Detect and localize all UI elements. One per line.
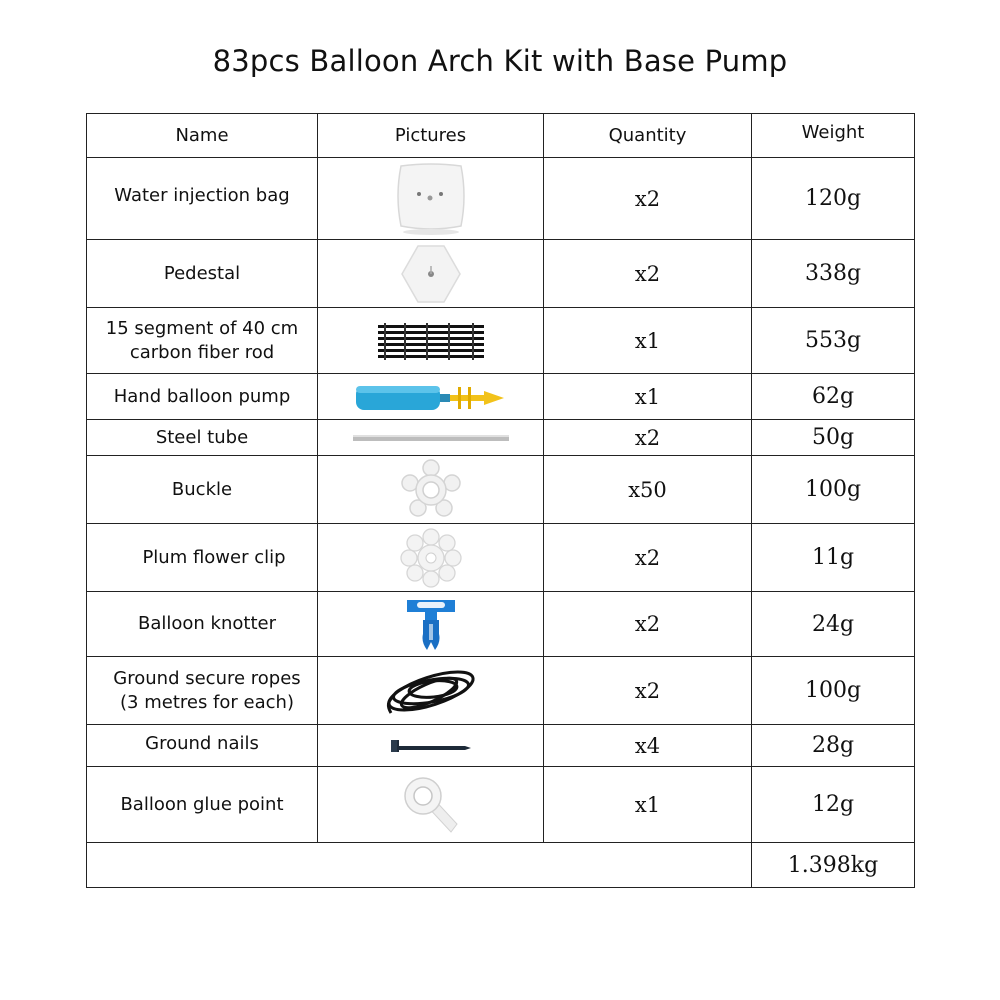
item-name: Steel tube xyxy=(87,420,318,456)
item-name: Plum flower clip xyxy=(87,524,318,592)
table-row xyxy=(87,374,915,420)
total-weight: 1.398kg xyxy=(752,843,915,888)
total-row xyxy=(87,843,915,888)
item-weight: 11g xyxy=(752,524,915,592)
item-weight: 28g xyxy=(752,725,915,767)
item-picture-cell xyxy=(318,767,544,843)
table-row xyxy=(87,240,915,308)
steel-tube-image xyxy=(351,432,511,444)
item-weight: 338g xyxy=(752,240,915,308)
item-name-line-2: (3 metres for each) xyxy=(120,691,294,713)
item-name xyxy=(87,657,318,725)
item-quantity: x2 xyxy=(544,420,752,456)
item-name: Balloon knotter xyxy=(87,592,318,657)
item-picture-cell xyxy=(318,524,544,592)
plum-flower-clip-image xyxy=(399,527,463,589)
glue-point-tape-image xyxy=(401,774,461,836)
item-name: Buckle xyxy=(87,456,318,524)
table-row xyxy=(87,456,915,524)
ropes-image xyxy=(381,663,481,719)
item-name-line-2: carbon fiber rod xyxy=(129,341,275,363)
hand-pump-image xyxy=(354,381,508,413)
table-row xyxy=(87,158,915,240)
item-weight: 100g xyxy=(752,456,915,524)
item-picture-cell xyxy=(318,725,544,767)
column-header-name: Name xyxy=(87,114,318,158)
item-name: Hand balloon pump xyxy=(87,374,318,420)
item-picture-cell xyxy=(318,592,544,657)
header-row xyxy=(87,114,915,158)
item-weight: 24g xyxy=(752,592,915,657)
item-picture-cell xyxy=(318,308,544,374)
item-picture-cell xyxy=(318,374,544,420)
item-picture-cell xyxy=(318,240,544,308)
table-row xyxy=(87,725,915,767)
item-quantity: x4 xyxy=(544,725,752,767)
item-quantity: x50 xyxy=(544,456,752,524)
item-quantity: x2 xyxy=(544,592,752,657)
carbon-fiber-rod-image xyxy=(376,321,486,361)
table-row xyxy=(87,657,915,725)
page-title: 83pcs Balloon Arch Kit with Base Pump xyxy=(212,44,788,78)
item-quantity: x2 xyxy=(544,657,752,725)
item-quantity: x1 xyxy=(544,308,752,374)
pedestal-image xyxy=(396,242,466,306)
total-label-cell xyxy=(87,843,752,888)
column-header-weight: Weight xyxy=(752,114,915,158)
item-name-line-1: Ground secure ropes xyxy=(113,667,301,689)
item-picture-cell xyxy=(318,158,544,240)
item-weight: 100g xyxy=(752,657,915,725)
water-injection-bag-image xyxy=(391,160,471,238)
column-header-quantity: Quantity xyxy=(544,114,752,158)
item-weight: 50g xyxy=(752,420,915,456)
item-name: Pedestal xyxy=(87,240,318,308)
item-quantity: x1 xyxy=(544,374,752,420)
item-weight: 120g xyxy=(752,158,915,240)
item-name: Water injection bag xyxy=(87,158,318,240)
buckle-image xyxy=(399,458,463,522)
column-header-pictures: Pictures xyxy=(318,114,544,158)
item-quantity: x2 xyxy=(544,240,752,308)
item-weight: 12g xyxy=(752,767,915,843)
table-row xyxy=(87,524,915,592)
table-row xyxy=(87,592,915,657)
item-quantity: x2 xyxy=(544,158,752,240)
kit-contents-table xyxy=(86,113,915,888)
item-quantity: x2 xyxy=(544,524,752,592)
item-name: Ground nails xyxy=(87,725,318,767)
item-picture-cell xyxy=(318,657,544,725)
item-name-line-1: 15 segment of 40 cm xyxy=(105,317,299,339)
table-row xyxy=(87,767,915,843)
ground-nail-image xyxy=(389,738,473,754)
table-row xyxy=(87,308,915,374)
item-quantity: x1 xyxy=(544,767,752,843)
table-row xyxy=(87,420,915,456)
item-picture-cell xyxy=(318,420,544,456)
item-picture-cell xyxy=(318,456,544,524)
balloon-knotter-image xyxy=(401,594,461,654)
item-name xyxy=(87,308,318,374)
item-weight: 62g xyxy=(752,374,915,420)
item-weight: 553g xyxy=(752,308,915,374)
item-name: Balloon glue point xyxy=(87,767,318,843)
